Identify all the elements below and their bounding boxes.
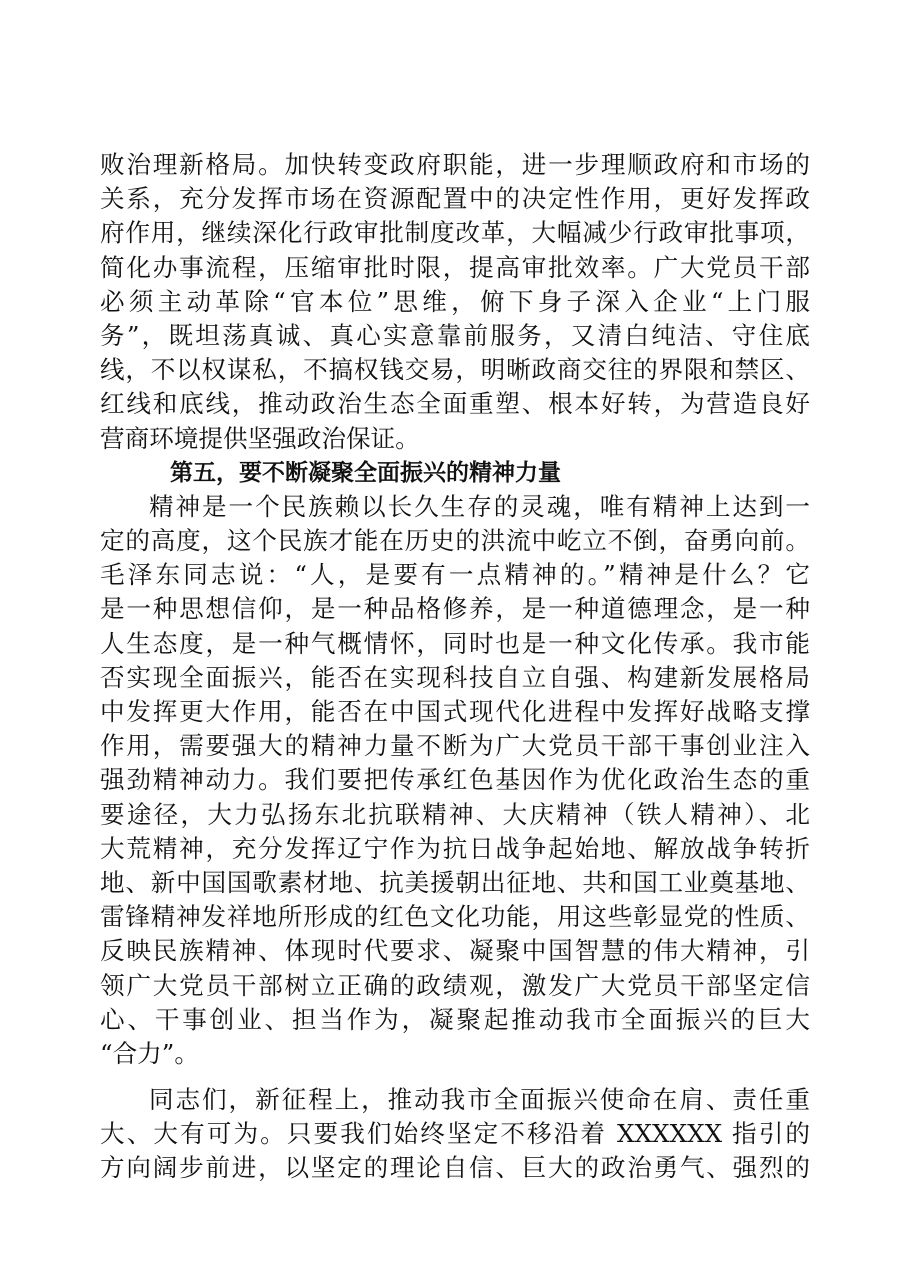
paragraph-line: 否实现全面振兴，能否在实现科技自立自强、构建新发展格局 — [100, 662, 810, 692]
paragraph-line: 同志们，新征程上，推动我市全面振兴使命在肩、责任重 — [149, 1085, 810, 1115]
paragraph-line: 要途径，大力弘扬东北抗联精神、大庆精神（铁人精神）、北 — [100, 799, 810, 829]
paragraph-line: 是一种思想信仰，是一种品格修养，是一种道德理念，是一种 — [100, 594, 810, 624]
paragraph-line: 心、干事创业、担当作为，凝聚起推动我市全面振兴的巨大 — [100, 1004, 810, 1034]
paragraph-line: 线，不以权谋私，不搞权钱交易，明晰政商交往的界限和禁区、 — [100, 355, 810, 385]
paragraph-spacer — [100, 1071, 810, 1083]
paragraph-line: 方向阔步前进，以坚定的理论自信、巨大的政治勇气、强烈的 — [100, 1153, 810, 1183]
paragraph-line: 强劲精神动力。我们要把传承红色基因作为优化政治生态的重 — [100, 765, 810, 795]
paragraph-line: 毛泽东同志说：“人，是要有一点精神的。”精神是什么？它 — [100, 560, 810, 590]
paragraph-line: 大荒精神，充分发挥辽宁作为抗日战争起始地、解放战争转折 — [100, 833, 810, 863]
paragraph-line: 简化办事流程，压缩审批时限，提高审批效率。广大党员干部 — [100, 252, 810, 282]
paragraph-line: 中发挥更大作用，能否在中国式现代化进程中发挥好战略支撑 — [100, 697, 810, 726]
paragraph-line: 务”，既坦荡真诚、真心实意靠前服务，又清白纯洁、守住底 — [100, 320, 810, 350]
paragraph-line: 营商环境提供坚强政治保证。 — [100, 423, 420, 453]
paragraph-line: 人生态度，是一种气概情怀，同时也是一种文化传承。我市能 — [100, 628, 810, 658]
paragraph-1 — [100, 148, 810, 456]
paragraph-line: “合力”。 — [100, 1038, 199, 1068]
paragraph-line: 大、大有可为。只要我们始终坚定不移沿着 XXXXXX 指引的 — [100, 1119, 810, 1149]
paragraph-line: 定的高度，这个民族才能在历史的洪流中屹立不倒，奋勇向前。 — [100, 526, 810, 556]
paragraph-line: 反映民族精神、体现时代要求、凝聚中国智慧的伟大精神，引 — [100, 936, 810, 966]
paragraph-line: 败治理新格局。加快转变政府职能，进一步理顺政府和市场的 — [100, 150, 810, 179]
paragraph-line: 府作用，继续深化行政审批制度改革，大幅减少行政审批事项， — [100, 218, 810, 248]
section-heading: 第五，要不断凝聚全面振兴的精神力量 — [170, 459, 561, 486]
document-body — [100, 148, 810, 1186]
paragraph-2 — [100, 490, 810, 1071]
paragraph-line: 领广大党员干部树立正确的政绩观，激发广大党员干部坚定信 — [100, 970, 810, 1000]
paragraph-line: 地、新中国国歌素材地、抗美援朝出征地、共和国工业奠基地、 — [100, 867, 810, 897]
paragraph-line: 红线和底线，推动政治生态全面重塑、根本好转，为营造良好 — [100, 389, 810, 419]
paragraph-line: 必须主动革除“官本位”思维，俯下身子深入企业“上门服 — [100, 286, 810, 316]
paragraph-line: 雷锋精神发祥地所形成的红色文化功能，用这些彰显党的性质、 — [100, 902, 810, 932]
paragraph-line: 作用，需要强大的精神力量不断为广大党员干部干事创业注入 — [100, 731, 810, 761]
paragraph-line: 精神是一个民族赖以长久生存的灵魂，唯有精神上达到一 — [149, 491, 810, 521]
paragraph-3 — [100, 1083, 810, 1186]
paragraph-line: 关系，充分发挥市场在资源配置中的决定性作用，更好发挥政 — [100, 184, 810, 214]
